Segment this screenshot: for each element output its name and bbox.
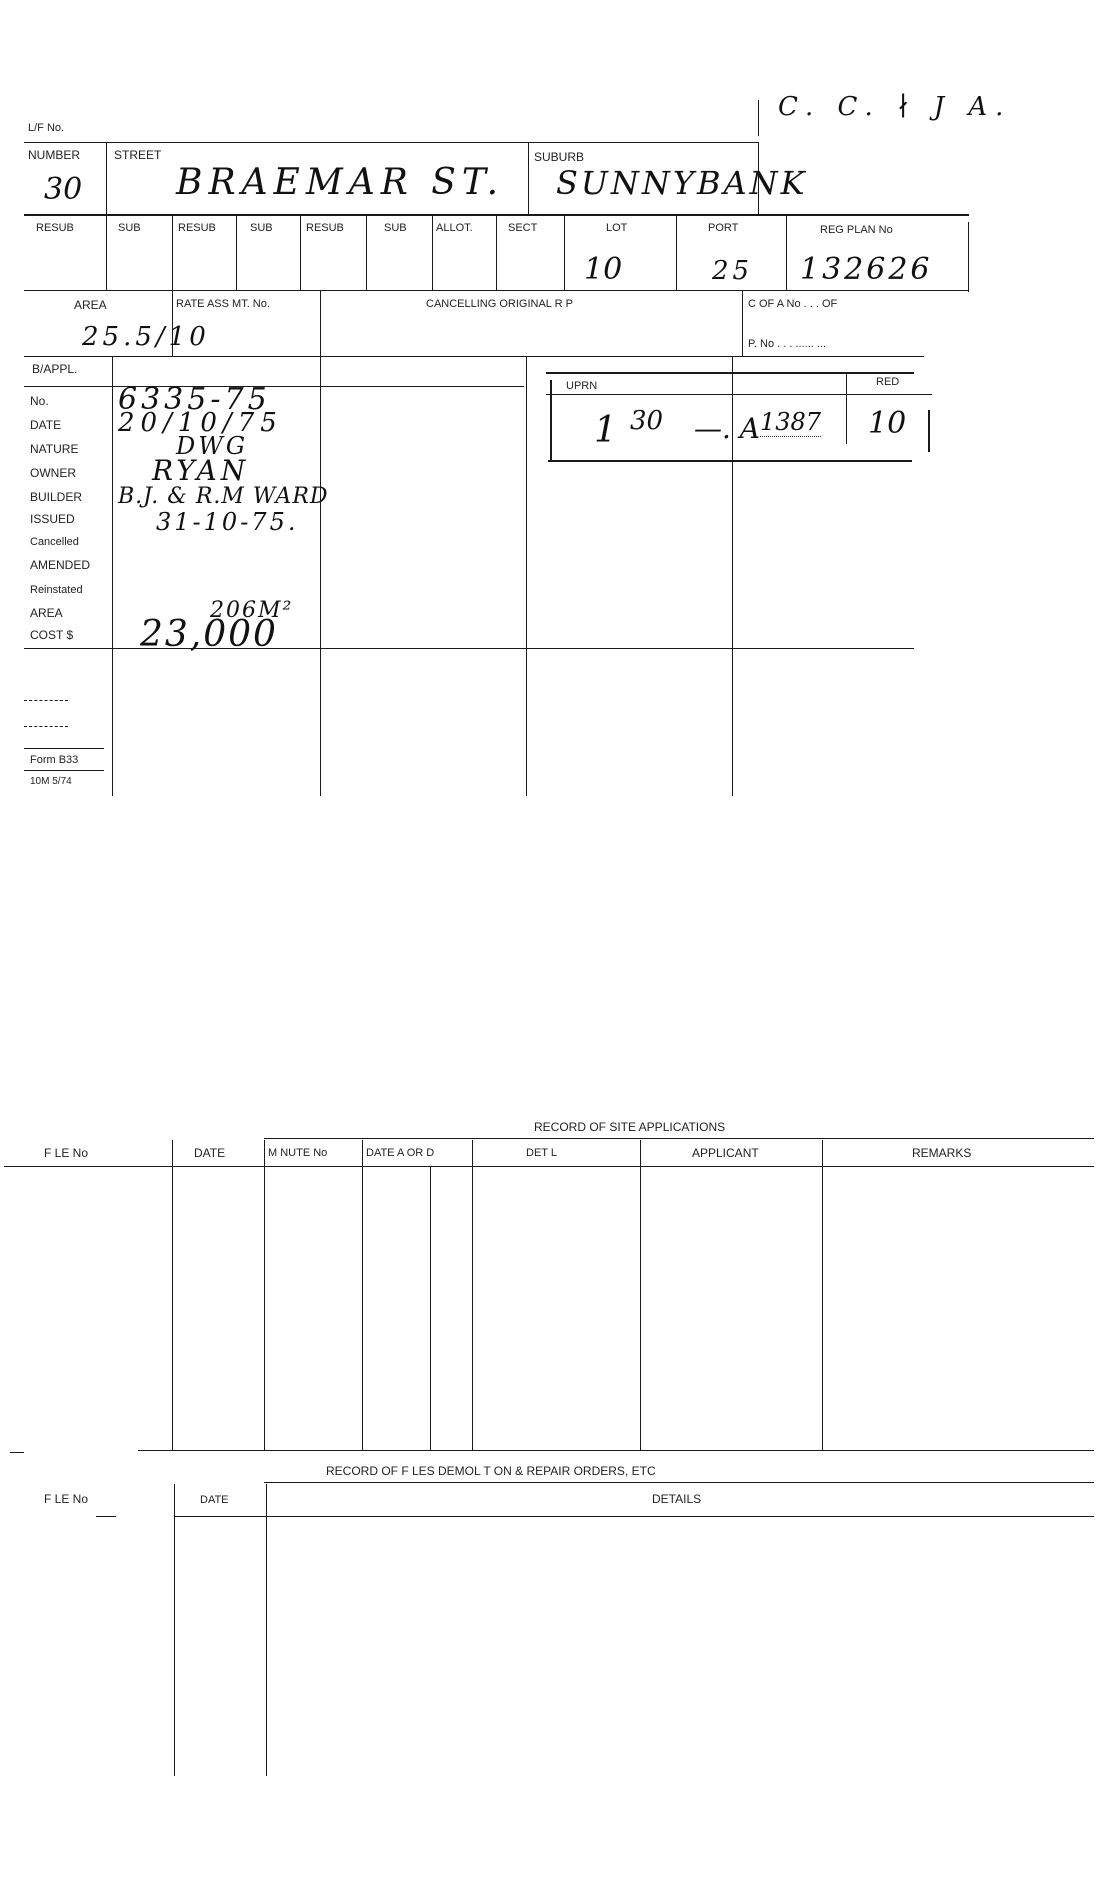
number-divider <box>106 142 107 214</box>
site-col-div-5 <box>640 1140 641 1450</box>
hw-issued: 31-10-75. <box>156 508 299 536</box>
site-apps-top-line <box>264 1138 1094 1139</box>
uprn-label: UPRN <box>566 380 598 392</box>
resub-div-7 <box>496 214 497 290</box>
site-header-date-a-or-d: DATE A OR D <box>366 1147 435 1159</box>
hw-no: 6335-75 <box>118 382 271 417</box>
resub-label-7: ALLOT. <box>436 222 473 234</box>
builder-label: BUILDER <box>30 490 83 504</box>
body-div-3 <box>526 356 527 796</box>
site-apps-title: RECORD OF SITE APPLICATIONS <box>534 1120 726 1134</box>
cost-label: COST $ <box>30 628 74 642</box>
site-apps-bottom-line <box>138 1450 1094 1451</box>
lf-no-label: L/F No. <box>28 122 65 134</box>
site-header-detail: DET L <box>526 1147 557 1159</box>
files-title: RECORD OF F LES DEMOL T ON & REPAIR ORDERS, ETC <box>326 1464 656 1478</box>
uprn-value-3: —. A <box>694 412 761 445</box>
cancelling-label: CANCELLING ORIGINAL R P <box>426 298 573 310</box>
hw-date: 20/10/75 <box>118 408 283 438</box>
hw-owner: RYAN <box>152 454 250 487</box>
rate-div <box>320 290 321 356</box>
site-header-minute-no: M NUTE No <box>268 1147 328 1159</box>
site-col-div-3 <box>362 1140 363 1450</box>
card-top-line <box>24 142 759 143</box>
reg-plan-value: 132626 <box>800 252 933 287</box>
hw-area: 206M² <box>210 598 294 623</box>
lot-value: 10 <box>584 252 623 287</box>
form-line <box>24 748 104 749</box>
site-col-div-6 <box>822 1140 823 1450</box>
site-header-remarks: REMARKS <box>912 1146 972 1160</box>
files-header-details: DETAILS <box>652 1492 702 1506</box>
no-label: No. <box>30 394 49 408</box>
reg-plan-label: REG PLAN No <box>820 224 893 236</box>
port-reg-div <box>786 214 787 290</box>
site-header-applicant: APPLICANT <box>692 1146 759 1160</box>
cancelled-label: Cancelled <box>30 536 79 548</box>
hw-builder: B.J. & R.M WARD <box>118 484 329 509</box>
nature-label: NATURE <box>30 442 79 456</box>
top-note: C. C. ∤ J A. <box>778 92 1012 122</box>
files-edge-mark <box>96 1516 116 1517</box>
resub-div-6 <box>432 214 433 290</box>
date-label: DATE <box>30 418 62 432</box>
site-col-div-3b <box>430 1166 431 1450</box>
area-label: AREA <box>74 298 107 312</box>
form-code: 10M 5/74 <box>30 776 72 787</box>
uprn-value-2: 30 <box>630 406 664 436</box>
street-divider <box>528 142 529 214</box>
resub-label-1: RESUB <box>36 222 74 234</box>
area-value: 25.5/10 <box>82 322 210 352</box>
street-value: BRAEMAR ST. <box>176 162 505 203</box>
uprn-value-1: 1 <box>594 410 617 451</box>
cofa-label: C OF A No . . . OF <box>748 298 838 310</box>
resub-label-2: SUB <box>118 222 141 234</box>
cost-bottom-line <box>24 648 914 649</box>
red-value: 10 <box>868 406 907 441</box>
port-label: PORT <box>708 222 739 234</box>
uprn-left-edge <box>550 380 552 462</box>
files-col-div-1 <box>174 1484 175 1776</box>
site-header-file-no: F LE No <box>44 1146 89 1160</box>
form-label: Form B33 <box>30 754 79 766</box>
port-value: 25 <box>712 256 754 286</box>
lot-port-div <box>676 214 677 290</box>
site-apps-edge-mark <box>10 1452 24 1453</box>
resub-label-5: RESUB <box>306 222 344 234</box>
reg-right-edge <box>968 222 969 292</box>
uprn-right-mark <box>928 410 930 452</box>
blank-line-2 <box>24 726 68 727</box>
resub-label-6: SUB <box>384 222 407 234</box>
site-header-date: DATE <box>194 1146 226 1160</box>
number-label: NUMBER <box>28 148 81 162</box>
uprn-top-line <box>546 372 914 374</box>
resub-label-3: RESUB <box>178 222 216 234</box>
files-header-file-no: F LE No <box>44 1492 89 1506</box>
body-div-2 <box>320 356 321 796</box>
files-header-line <box>174 1516 1094 1517</box>
rate-label: RATE ASS MT. No. <box>176 298 270 310</box>
blank-line-1 <box>24 700 68 701</box>
suburb-value: SUNNYBANK <box>556 164 808 202</box>
uprn-header-line <box>546 394 932 395</box>
uprn-bottom-line <box>548 460 912 462</box>
resub-div-3 <box>236 214 237 290</box>
pno-label: P. No . . . ...... ... <box>748 338 827 350</box>
site-col-div-1 <box>172 1140 173 1450</box>
resub-div-5 <box>366 214 367 290</box>
red-label: RED <box>876 376 900 388</box>
uprn-value-4: 1387 <box>760 408 822 436</box>
note-divider <box>758 100 759 136</box>
bappl-bottom-line <box>24 386 524 387</box>
resub-label-4: SUB <box>250 222 273 234</box>
body-div-1 <box>112 356 113 796</box>
owner-label: OWNER <box>30 466 76 480</box>
files-top-line <box>264 1482 1094 1483</box>
site-col-div-4 <box>472 1140 473 1450</box>
resub-label-8: SECT <box>508 222 538 234</box>
resub-div-2 <box>172 214 173 290</box>
files-header-date: DATE <box>200 1494 229 1506</box>
street-label: STREET <box>114 148 162 162</box>
files-col-div-2 <box>266 1484 267 1776</box>
site-apps-header-line <box>4 1166 1094 1167</box>
uprn-red-div <box>846 372 847 444</box>
resub-div-4 <box>300 214 301 290</box>
form-line-2 <box>24 770 104 771</box>
bappl-label: B/APPL. <box>32 362 78 376</box>
row3-bottom-line <box>24 356 924 357</box>
lot-label: LOT <box>606 222 628 234</box>
amended-label: AMENDED <box>30 558 91 572</box>
row2-bottom-line <box>24 290 969 291</box>
reinstated-label: Reinstated <box>30 584 83 596</box>
site-col-div-2 <box>264 1140 265 1450</box>
resub-div-1 <box>106 214 107 290</box>
cancel-div <box>742 290 743 356</box>
suburb-label: SUBURB <box>534 150 585 164</box>
resub-div-8 <box>564 214 565 290</box>
hw-nature: DWG <box>176 432 249 460</box>
issued-label: ISSUED <box>30 512 75 526</box>
area2-label: AREA <box>30 606 63 620</box>
number-value: 30 <box>44 172 83 207</box>
hw-cost: 23,000 <box>140 614 278 655</box>
